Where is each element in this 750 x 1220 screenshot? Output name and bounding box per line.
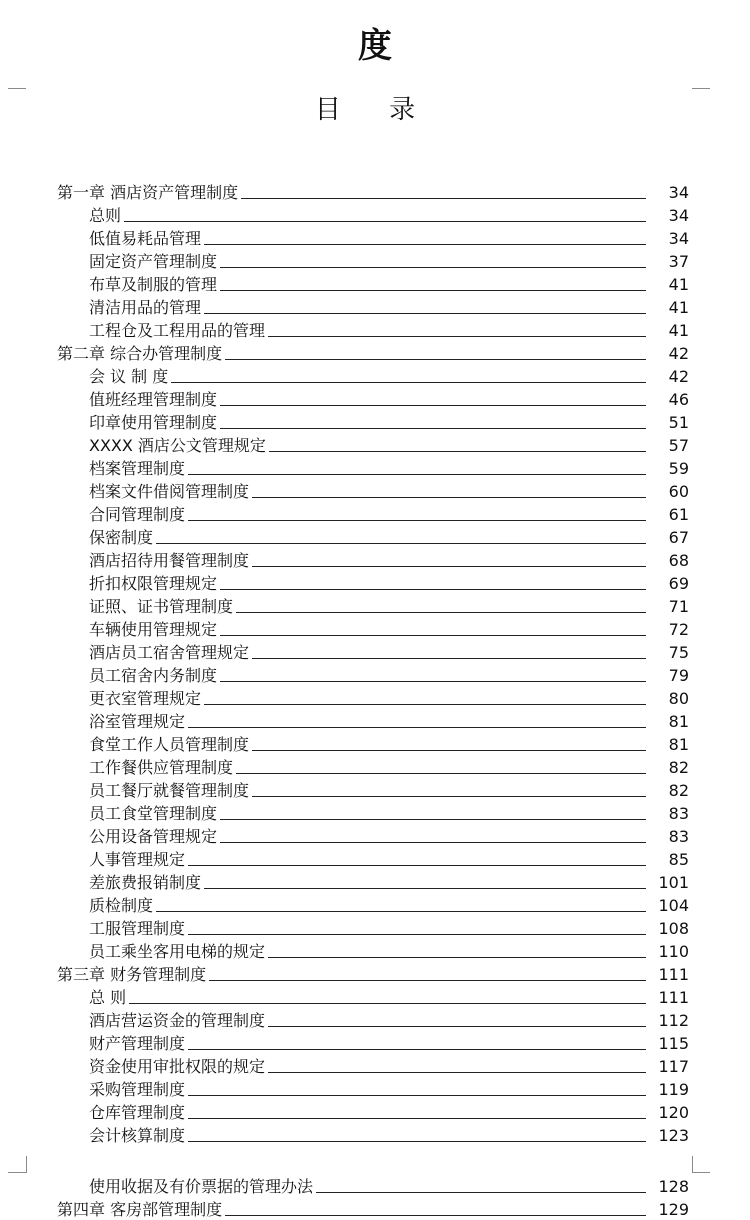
toc-page-number: 81 xyxy=(668,735,689,754)
dot-leader xyxy=(268,336,646,337)
toc-page-number: 123 xyxy=(658,1126,689,1145)
toc-page-number: 68 xyxy=(668,551,689,570)
toc-item[interactable] xyxy=(0,755,750,778)
dot-leader xyxy=(156,911,646,912)
dot-leader xyxy=(220,819,646,820)
toc-item[interactable] xyxy=(0,801,750,824)
dot-leader xyxy=(188,520,646,521)
dot-leader xyxy=(188,1141,646,1142)
toc-item[interactable] xyxy=(0,778,750,801)
toc-item[interactable] xyxy=(0,226,750,249)
dot-leader xyxy=(220,428,646,429)
toc-label: 合同管理制度 xyxy=(89,505,186,524)
toc-label: 总 则 xyxy=(89,988,127,1007)
toc-label: 低值易耗品管理 xyxy=(89,229,202,248)
toc-chapter[interactable] xyxy=(0,1197,750,1220)
dot-leader xyxy=(209,980,646,981)
toc-item[interactable] xyxy=(0,640,750,663)
toc-label: 会计核算制度 xyxy=(89,1126,186,1145)
toc-page-number: 104 xyxy=(658,896,689,915)
toc-page-number: 80 xyxy=(668,689,689,708)
toc-page-number: 41 xyxy=(668,275,689,294)
crop-mark-top-left xyxy=(8,88,26,89)
toc-item[interactable] xyxy=(0,1174,750,1197)
toc-page-number: 72 xyxy=(668,620,689,639)
toc-item[interactable] xyxy=(0,709,750,732)
toc-item[interactable] xyxy=(0,479,750,502)
toc-label: 总则 xyxy=(89,206,122,225)
toc-item[interactable] xyxy=(0,387,750,410)
toc-item[interactable] xyxy=(0,456,750,479)
toc-label: 仓库管理制度 xyxy=(89,1103,186,1122)
dot-leader xyxy=(220,589,646,590)
dot-leader xyxy=(252,497,646,498)
toc-label: 酒店招待用餐管理制度 xyxy=(89,551,250,570)
toc-page-number: 82 xyxy=(668,781,689,800)
toc-page-number: 42 xyxy=(668,367,689,386)
toc-item[interactable] xyxy=(0,893,750,916)
dot-leader xyxy=(220,681,646,682)
toc-page-number: 82 xyxy=(668,758,689,777)
toc-item[interactable] xyxy=(0,571,750,594)
toc-page-number: 37 xyxy=(668,252,689,271)
toc-label: 采购管理制度 xyxy=(89,1080,186,1099)
toc-label: 第二章 综合办管理制度 xyxy=(57,344,223,363)
toc-page-number: 79 xyxy=(668,666,689,685)
dot-leader xyxy=(252,750,646,751)
toc-page-number: 41 xyxy=(668,321,689,340)
dot-leader xyxy=(188,1049,646,1050)
toc-label: 证照、证书管理制度 xyxy=(89,597,234,616)
toc-page-number: 111 xyxy=(658,965,689,984)
dot-leader xyxy=(188,865,646,866)
toc-page-number: 129 xyxy=(658,1200,689,1219)
toc-label: 公用设备管理规定 xyxy=(89,827,218,846)
toc-page-number: 128 xyxy=(658,1177,689,1196)
toc-item[interactable] xyxy=(0,249,750,272)
toc-page-number: 83 xyxy=(668,827,689,846)
toc-item[interactable] xyxy=(0,663,750,686)
toc-page-number: 46 xyxy=(668,390,689,409)
dot-leader xyxy=(171,382,646,383)
toc-item[interactable] xyxy=(0,1031,750,1054)
toc-page-number: 85 xyxy=(668,850,689,869)
dot-leader xyxy=(188,1118,646,1119)
toc-label: 印章使用管理制度 xyxy=(89,413,218,432)
toc-item[interactable] xyxy=(0,1123,750,1146)
toc-page-number: 111 xyxy=(658,988,689,1007)
toc-page-number: 34 xyxy=(668,183,689,202)
toc-label: 酒店员工宿舍管理规定 xyxy=(89,643,250,662)
dot-leader xyxy=(188,727,646,728)
dot-leader xyxy=(220,842,646,843)
dot-leader xyxy=(252,658,646,659)
toc-label: 保密制度 xyxy=(89,528,154,547)
toc-page-number: 83 xyxy=(668,804,689,823)
crop-mark-bottom-left xyxy=(8,1172,26,1173)
dot-leader xyxy=(220,290,646,291)
toc-chapter[interactable] xyxy=(0,962,750,985)
dot-leader xyxy=(204,244,646,245)
dot-leader xyxy=(220,635,646,636)
dot-leader xyxy=(241,198,646,199)
toc-label: 人事管理规定 xyxy=(89,850,186,869)
toc-page-number: 69 xyxy=(668,574,689,593)
dot-leader xyxy=(188,1095,646,1096)
toc-page-number: 110 xyxy=(658,942,689,961)
toc-item[interactable] xyxy=(0,1008,750,1031)
toc-item[interactable] xyxy=(0,939,750,962)
dot-leader xyxy=(269,451,646,452)
toc-item[interactable] xyxy=(0,870,750,893)
toc-label: 清洁用品的管理 xyxy=(89,298,202,317)
dot-leader xyxy=(252,566,646,567)
toc-item[interactable] xyxy=(0,525,750,548)
toc-page-number: 41 xyxy=(668,298,689,317)
dot-leader xyxy=(236,773,646,774)
toc-label: 布草及制服的管理 xyxy=(89,275,218,294)
toc-label: 会 议 制 度 xyxy=(89,367,169,386)
toc-page-number: 119 xyxy=(658,1080,689,1099)
toc-page-number: 81 xyxy=(668,712,689,731)
toc-page-number: 57 xyxy=(668,436,689,455)
toc-page-number: 75 xyxy=(668,643,689,662)
toc-chapter[interactable] xyxy=(0,180,750,203)
toc-item[interactable] xyxy=(0,364,750,387)
toc-page-number: 71 xyxy=(668,597,689,616)
dot-leader xyxy=(236,612,646,613)
toc-label: 使用收据及有价票据的管理办法 xyxy=(89,1177,314,1196)
toc-page-number: 59 xyxy=(668,459,689,478)
dot-leader xyxy=(220,405,646,406)
dot-leader xyxy=(188,934,646,935)
toc-item[interactable] xyxy=(0,916,750,939)
toc-page-number: 67 xyxy=(668,528,689,547)
toc-label: 浴室管理规定 xyxy=(89,712,186,731)
toc-item[interactable] xyxy=(0,203,750,226)
toc-item[interactable] xyxy=(0,295,750,318)
toc-page-number: 42 xyxy=(668,344,689,363)
dot-leader xyxy=(268,957,646,958)
dot-leader xyxy=(225,1215,646,1216)
dot-leader xyxy=(188,474,646,475)
toc-page-number: 112 xyxy=(658,1011,689,1030)
dot-leader xyxy=(124,221,646,222)
dot-leader xyxy=(316,1192,646,1193)
toc-label: XXXX 酒店公文管理规定 xyxy=(89,436,266,455)
toc-item[interactable] xyxy=(0,410,750,433)
toc-page-number: 34 xyxy=(668,206,689,225)
toc-item[interactable] xyxy=(0,617,750,640)
toc-item[interactable] xyxy=(0,433,750,456)
toc-item[interactable] xyxy=(0,594,750,617)
toc-label: 车辆使用管理规定 xyxy=(89,620,218,639)
toc-label: 财产管理制度 xyxy=(89,1034,186,1053)
toc-label: 食堂工作人员管理制度 xyxy=(89,735,250,754)
toc-label: 员工乘坐客用电梯的规定 xyxy=(89,942,266,961)
toc-label: 员工餐厅就餐管理制度 xyxy=(89,781,250,800)
toc-label: 第四章 客房部管理制度 xyxy=(57,1200,223,1219)
toc-page-number: 60 xyxy=(668,482,689,501)
crop-mark-bottom-right-v xyxy=(692,1156,693,1173)
toc-label: 工作餐供应管理制度 xyxy=(89,758,234,777)
toc-label: 档案管理制度 xyxy=(89,459,186,478)
toc-heading: 目 录 xyxy=(314,95,436,125)
toc-item[interactable] xyxy=(0,502,750,525)
toc-label: 质检制度 xyxy=(89,896,154,915)
toc-label: 第一章 酒店资产管理制度 xyxy=(57,183,239,202)
dot-leader xyxy=(156,543,646,544)
crop-mark-bottom-left-v xyxy=(26,1156,27,1173)
toc-label: 员工食堂管理制度 xyxy=(89,804,218,823)
toc-label: 员工宿舍内务制度 xyxy=(89,666,218,685)
dot-leader xyxy=(252,796,646,797)
toc-label: 档案文件借阅管理制度 xyxy=(89,482,250,501)
toc-item[interactable] xyxy=(0,318,750,341)
toc-page-number: 34 xyxy=(668,229,689,248)
toc-label: 固定资产管理制度 xyxy=(89,252,218,271)
toc-page-number: 101 xyxy=(658,873,689,892)
toc-label: 工程仓及工程用品的管理 xyxy=(89,321,266,340)
page-title: 度 xyxy=(358,26,392,66)
toc-label: 更衣室管理规定 xyxy=(89,689,202,708)
toc-label: 值班经理管理制度 xyxy=(89,390,218,409)
dot-leader xyxy=(225,359,646,360)
toc-page-number: 61 xyxy=(668,505,689,524)
toc-item[interactable] xyxy=(0,1077,750,1100)
toc-label: 资金使用审批权限的规定 xyxy=(89,1057,266,1076)
dot-leader xyxy=(268,1072,646,1073)
toc-page-number: 108 xyxy=(658,919,689,938)
toc-item[interactable] xyxy=(0,686,750,709)
toc-label: 差旅费报销制度 xyxy=(89,873,202,892)
toc-label: 折扣权限管理规定 xyxy=(89,574,218,593)
toc-page-number: 117 xyxy=(658,1057,689,1076)
dot-leader xyxy=(129,1003,646,1004)
toc-item[interactable] xyxy=(0,272,750,295)
dot-leader xyxy=(268,1026,646,1027)
crop-mark-top-right xyxy=(692,88,710,89)
dot-leader xyxy=(204,704,646,705)
toc-item[interactable] xyxy=(0,824,750,847)
dot-leader xyxy=(204,888,646,889)
toc-item[interactable] xyxy=(0,732,750,755)
toc-label: 第三章 财务管理制度 xyxy=(57,965,207,984)
toc-page-number: 51 xyxy=(668,413,689,432)
crop-mark-bottom-right xyxy=(692,1172,710,1173)
toc-item[interactable] xyxy=(0,985,750,1008)
toc-label: 工服管理制度 xyxy=(89,919,186,938)
toc-chapter[interactable] xyxy=(0,341,750,364)
toc-item[interactable] xyxy=(0,847,750,870)
toc-item[interactable] xyxy=(0,1100,750,1123)
toc-item[interactable] xyxy=(0,1054,750,1077)
toc-page-number: 120 xyxy=(658,1103,689,1122)
toc-page-number: 115 xyxy=(658,1034,689,1053)
dot-leader xyxy=(220,267,646,268)
toc-label: 酒店营运资金的管理制度 xyxy=(89,1011,266,1030)
dot-leader xyxy=(204,313,646,314)
toc-item[interactable] xyxy=(0,548,750,571)
